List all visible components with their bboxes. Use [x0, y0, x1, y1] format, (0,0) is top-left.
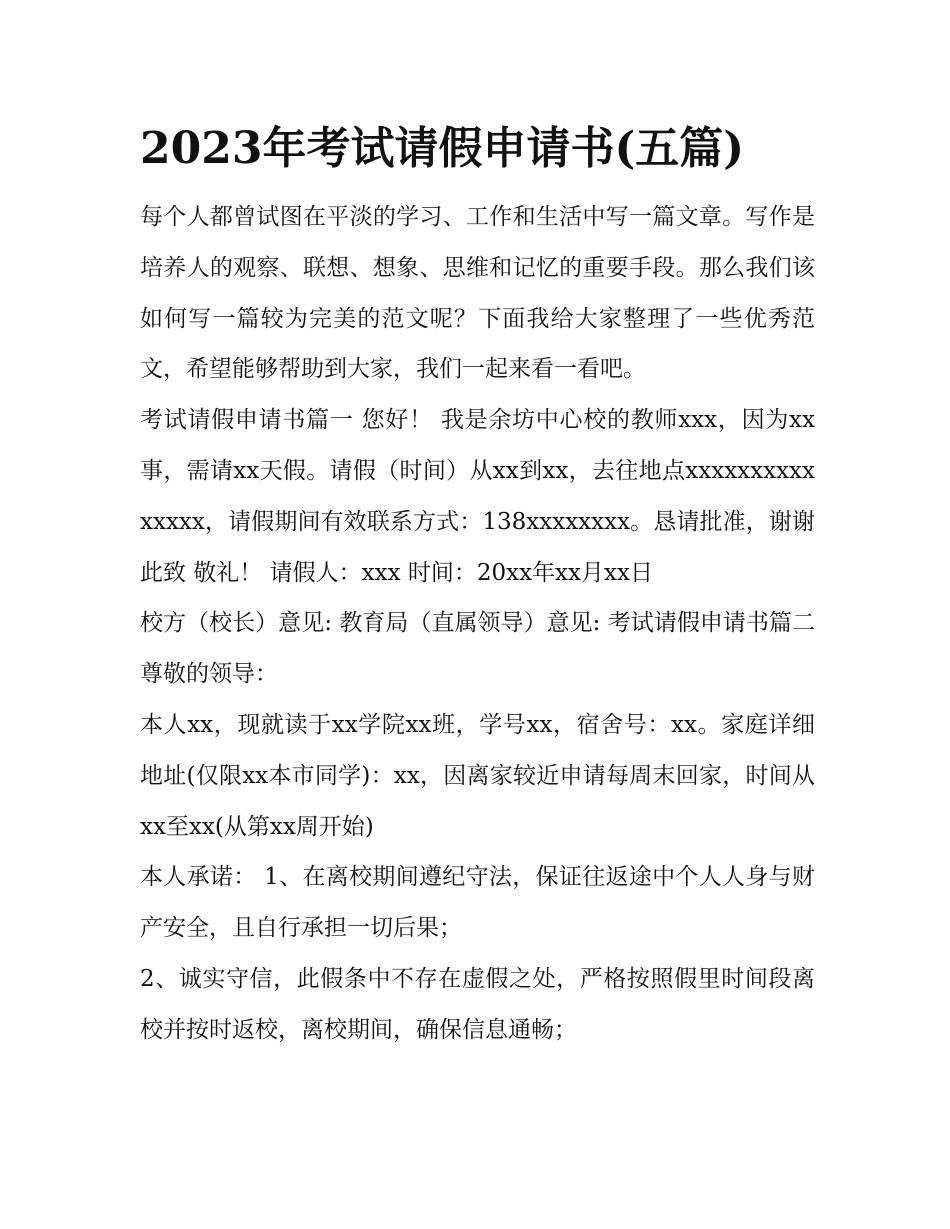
- opinion-paragraph: 校方（校长）意见: 教育局（直属领导）意见: 考试请假申请书篇二 尊敬的领导：: [140, 610, 815, 688]
- promise-paragraph-1: 本人承诺： 1、在离校期间遵纪守法，保证往返途中个人人身与财产安全，且自行承担一切后果；: [140, 864, 815, 942]
- intro-paragraph: 每个人都曾试图在平淡的学习、工作和生活中写一篇文章。写作是培养人的观察、联想、想象、思维和记忆的重要手段。那么我们该如何写一篇较为完美的范文呢？下面我给大家整理了一些优秀范文，希望能够帮助到大家，我们一起来看一看吧。: [140, 204, 815, 383]
- leave-request-paragraph-1: 考试请假申请书篇一 您好！ 我是余坊中心校的教师xxx，因为xx事，需请xx天假。请假（时间）从xx到xx，去往地点xxxxxxxxxxxxxxx，请假期间有效联系方式：138xxxxxxxx。恳请批准，谢谢 此致 敬礼！ 请假人：xxx 时间：20xx年xx月xx日: [140, 407, 815, 586]
- document-body: [140, 192, 815, 1056]
- promise-paragraph-2: 2、诚实守信，此假条中不存在虚假之处，严格按照假里时间段离校并按时返校，离校期间，确保信息通畅；: [140, 965, 815, 1043]
- student-info-paragraph: 本人xx，现就读于xx学院xx班，学号xx，宿舍号：xx。家庭详细地址(仅限xx本市同学)：xx，因离家较近申请每周末回家，时间从xx至xx(从第xx周开始): [140, 711, 815, 840]
- document-title: 2023年考试请假申请书(五篇): [140, 123, 745, 174]
